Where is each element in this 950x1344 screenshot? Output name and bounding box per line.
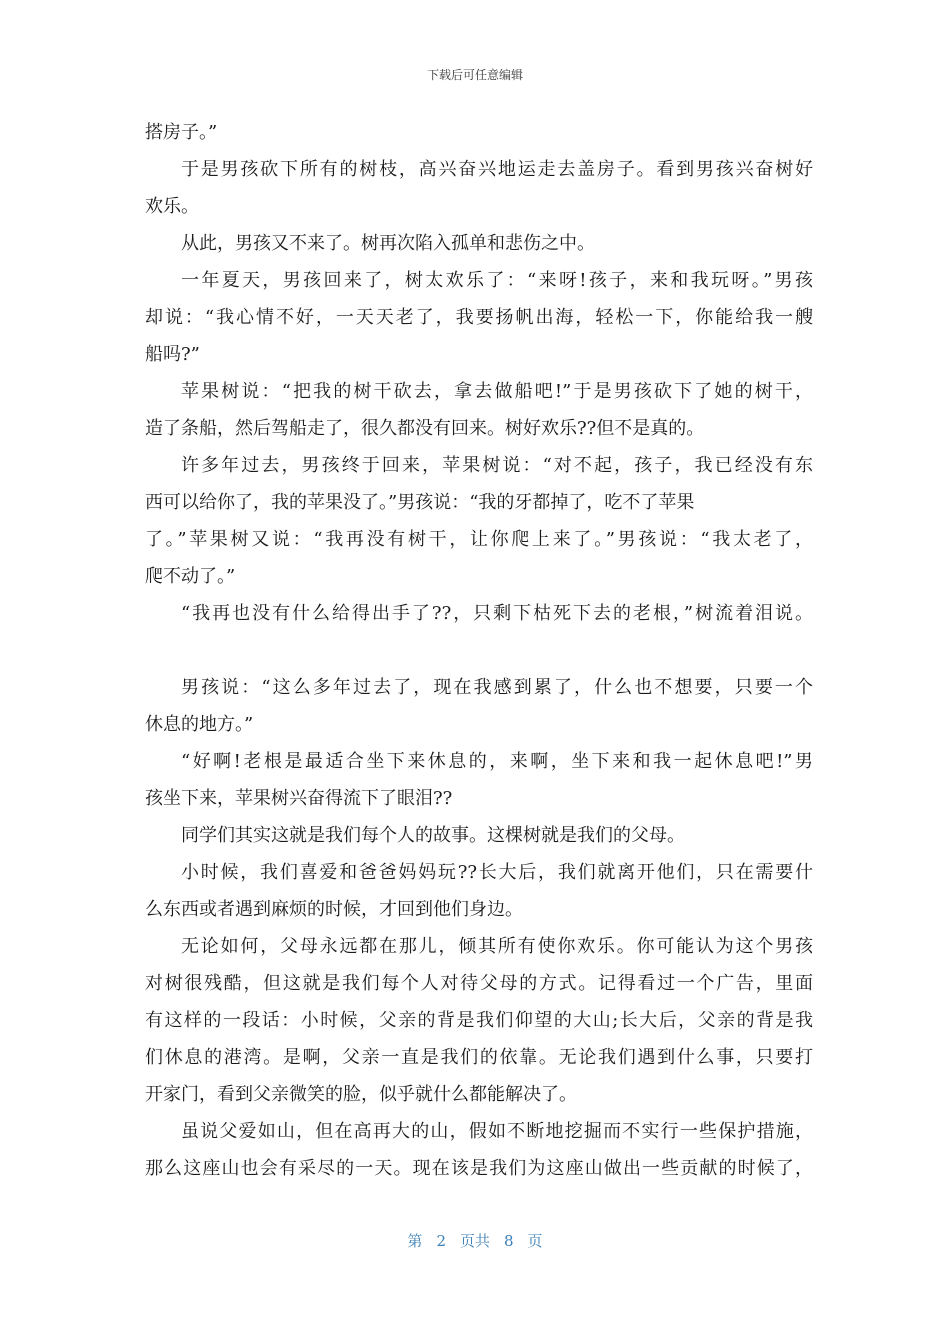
text-line: 搭房子。” [145, 122, 218, 143]
text-line: 一年夏天，男孩回来了，树太欢乐了：“来呀!孩子，来和我玩呀。”男孩 [181, 270, 813, 291]
page-footer [0, 1230, 950, 1251]
text-line: 船吗?” [145, 344, 200, 365]
page-label-prefix: 第 [407, 1232, 423, 1250]
text-line: 于是男孩砍下所有的树枝，高兴奋兴地运走去盖房子。看到男孩兴奋树好 [181, 159, 813, 180]
text-line: 小时候，我们喜爱和爸爸妈妈玩??长大后，我们就离开他们，只在需要什 [181, 862, 813, 883]
page-header: 下载后可任意编辑 [426, 68, 523, 82]
text-line: 对树很残酷，但这就是我们每个人对待父母的方式。记得看过一个广告，里面 [145, 973, 813, 994]
text-line: “好啊!老根是最适合坐下来休息的，来啊，坐下来和我一起休息吧!”男 [181, 751, 813, 772]
text-line: 休息的地方。” [145, 714, 254, 735]
text-line: “我再也没有什么给得出手了??，只剩下枯死下去的老根，”树流着泪说。 [181, 603, 813, 624]
text-line: 有这样的一段话：小时候，父亲的背是我们仰望的大山;长大后，父亲的背是我 [145, 1010, 813, 1031]
text-line: 了。”苹果树又说：“我再没有树干，让你爬上来了。”男孩说：“我太老了， [145, 529, 813, 550]
text-line: 造了条船，然后驾船走了，很久都没有回来。树好欢乐??但不是真的。 [145, 418, 705, 439]
text-line: 同学们其实这就是我们每个人的故事。这棵树就是我们的父母。 [181, 825, 685, 846]
text-line: 欢乐。 [145, 196, 199, 217]
text-line: 苹果树说：“把我的树干砍去，拿去做船吧!”于是男孩砍下了她的树干， [181, 381, 813, 402]
text-line: 们休息的港湾。是啊，父亲一直是我们的依靠。无论我们遇到什么事，只要打 [145, 1047, 813, 1068]
page-label-suffix: 页 [527, 1232, 543, 1250]
text-line: 那么这座山也会有采尽的一天。现在该是我们为这座山做出一些贡献的时候了， [145, 1158, 813, 1179]
text-line: 无论如何，父母永远都在那儿，倾其所有使你欢乐。你可能认为这个男孩 [181, 936, 813, 957]
total-pages-number: 8 [504, 1232, 514, 1250]
text-line: 孩坐下来，苹果树兴奋得流下了眼泪?? [145, 788, 453, 809]
text-line: 男孩说：“这么多年过去了，现在我感到累了，什么也不想要，只要一个 [181, 677, 813, 698]
text-line: 虽说父爱如山，但在高再大的山，假如不断地挖掘而不实行一些保护措施， [181, 1121, 813, 1142]
text-line: 开家门，看到父亲微笑的脸，似乎就什么都能解决了。 [145, 1084, 577, 1105]
text-line [145, 632, 813, 669]
text-line: 从此，男孩又不来了。树再次陷入孤单和悲伤之中。 [181, 233, 595, 254]
text-line: 么东西或者遇到麻烦的时候，才回到他们身边。 [145, 899, 523, 920]
text-line: 爬不动了。” [145, 566, 236, 587]
text-line: 许多年过去，男孩终于回来，苹果树说：“对不起，孩子，我已经没有东 [181, 455, 813, 476]
document-body [145, 114, 813, 1187]
text-line: 西可以给你了，我的苹果没了。”男孩说：“我的牙都掉了，吃不了苹果 [145, 492, 695, 513]
current-page-number: 2 [436, 1232, 446, 1250]
page-label-mid: 页共 [459, 1232, 490, 1250]
text-line: 却说：“我心情不好，一天天老了，我要扬帆出海，轻松一下，你能给我一艘 [145, 307, 813, 328]
